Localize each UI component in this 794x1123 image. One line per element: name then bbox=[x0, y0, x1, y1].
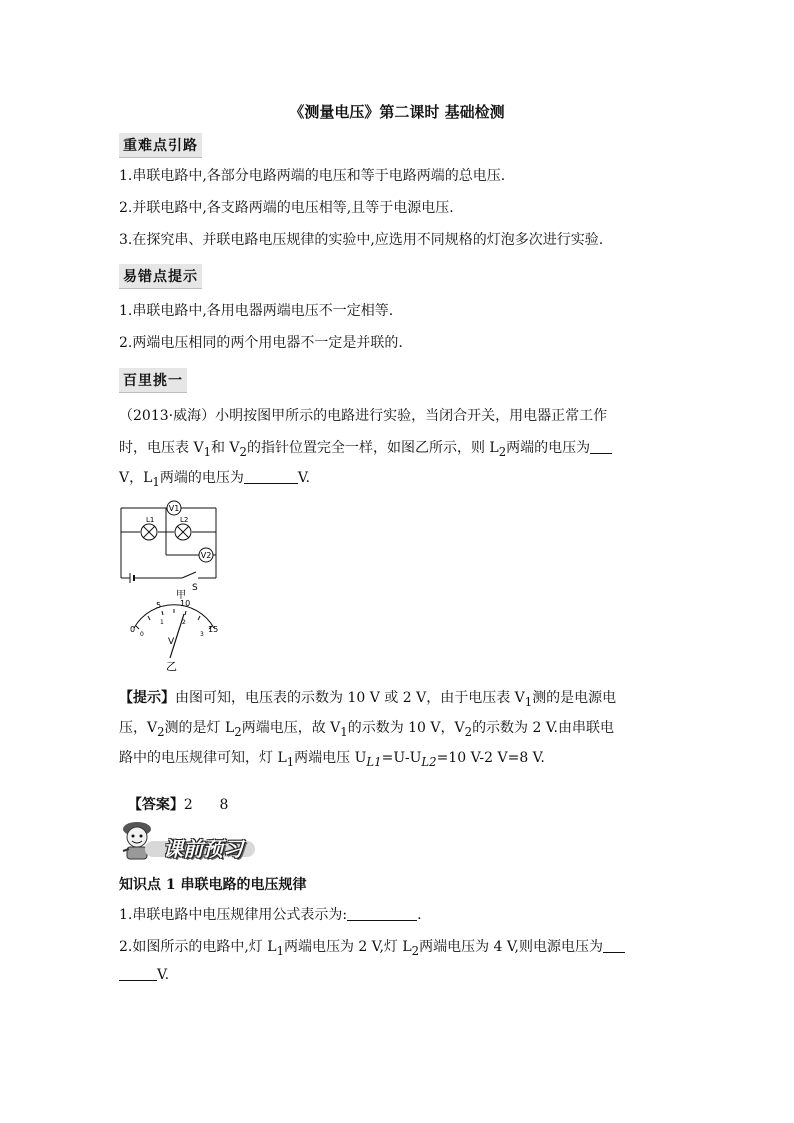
hint-line-2: 压，$V_2$测的是灯 $L_2$两端电压，故 $V_1$的示数为 10 V，$V_2$的示数为 2 V.由串联电 bbox=[119, 720, 614, 739]
hint-line-1: 【提示】由图可知，电压表的示数为 10 V 或 2 V，由于电压表 $V_1$测的是电源电 bbox=[119, 690, 617, 709]
meter-inner-tick: 2 bbox=[182, 619, 186, 626]
key-point-item: 1.串联电路中,各部分电路两端的电压和等于电路两端的总电压. bbox=[119, 168, 506, 184]
answer-blank[interactable] bbox=[244, 469, 298, 484]
question-line-3: V，$L_1$两端的电压为 V. bbox=[119, 470, 310, 489]
figure-label-jia: 甲 bbox=[176, 590, 186, 600]
answer-line bbox=[119, 778, 228, 814]
mistake-item: 1.串联电路中,各用电器两端电压不一定相等. bbox=[119, 303, 394, 319]
knowledge-title: 知识点 1 串联电路的电压规律 bbox=[119, 877, 307, 893]
l1-label: L1 bbox=[146, 516, 155, 524]
lamp-l1-icon bbox=[141, 524, 157, 540]
answer-blank[interactable] bbox=[603, 938, 625, 953]
meter-tick: 15 bbox=[208, 625, 219, 634]
meter-inner-tick: 0 bbox=[140, 631, 144, 638]
mistakes-header: 易错点提示 bbox=[119, 264, 202, 289]
answer-blank[interactable] bbox=[347, 906, 417, 921]
v1-label: V1 bbox=[168, 504, 180, 513]
meter-unit: V bbox=[168, 637, 175, 647]
key-point-item: 2.并联电路中,各支路两端的电压相等,且等于电源电压. bbox=[119, 200, 454, 216]
page-title: 《测量电压》第二课时 基础检测 bbox=[289, 103, 505, 121]
answer-label: 【答案】 bbox=[127, 797, 184, 813]
meter-inner-tick: 3 bbox=[200, 631, 204, 638]
switch-label: S bbox=[192, 583, 198, 593]
example-header: 百里挑一 bbox=[119, 368, 187, 393]
question-line-1: （2013·威海）小明按图甲所示的电路进行实验，当闭合开关，用电器正常工作 bbox=[119, 408, 608, 424]
meter-tick: 5 bbox=[156, 601, 162, 610]
answer-blank[interactable] bbox=[119, 966, 157, 981]
answer-blank[interactable] bbox=[590, 439, 612, 454]
v2-label: V2 bbox=[200, 551, 212, 560]
preview-question-2-cont: V. bbox=[119, 966, 169, 983]
meter-tick: 10 bbox=[180, 600, 191, 608]
key-points-header: 重难点引路 bbox=[119, 133, 202, 158]
preview-question-1: 1.串联电路中电压规律用公式表示为: . bbox=[119, 907, 422, 923]
lamp-l2-icon bbox=[175, 524, 191, 540]
meter-tick: 0 bbox=[130, 625, 136, 634]
key-point-item: 3.在探究串、并联电路电压规律的实验中,应选用不同规格的灯泡多次进行实验. bbox=[119, 232, 604, 248]
banner-title: 课前预习 bbox=[163, 837, 243, 861]
voltmeter-dial-yi bbox=[122, 600, 222, 672]
mistake-item: 2.两端电压相同的两个用电器不一定是并联的. bbox=[119, 335, 403, 351]
l2-label: L2 bbox=[180, 516, 189, 524]
question-line-2: 时，电压表 $V_1$和 $V_2$的指针位置完全一样，如图乙所示，则 $L_2$两端的电压为 bbox=[119, 437, 612, 459]
hint-line-3: 路中的电压规律可知，灯 $L_1$两端电压 $U_{L1}=U-U_{L2}=10$ V-2 V=8 V. bbox=[119, 750, 545, 769]
meter-inner-tick: 1 bbox=[160, 619, 164, 626]
preview-banner bbox=[119, 815, 259, 861]
preview-question-2: 2.如图所示的电路中,灯 $L_1$两端电压为 2 V,灯 $L_2$两端电压为 4 V,则电源电压为 bbox=[119, 936, 625, 958]
circuit-diagram-jia bbox=[116, 500, 226, 600]
answer-values: 2 8 bbox=[183, 797, 229, 813]
hint-label: 【提示】 bbox=[119, 690, 175, 706]
figure-label-yi: 乙 bbox=[166, 660, 177, 672]
